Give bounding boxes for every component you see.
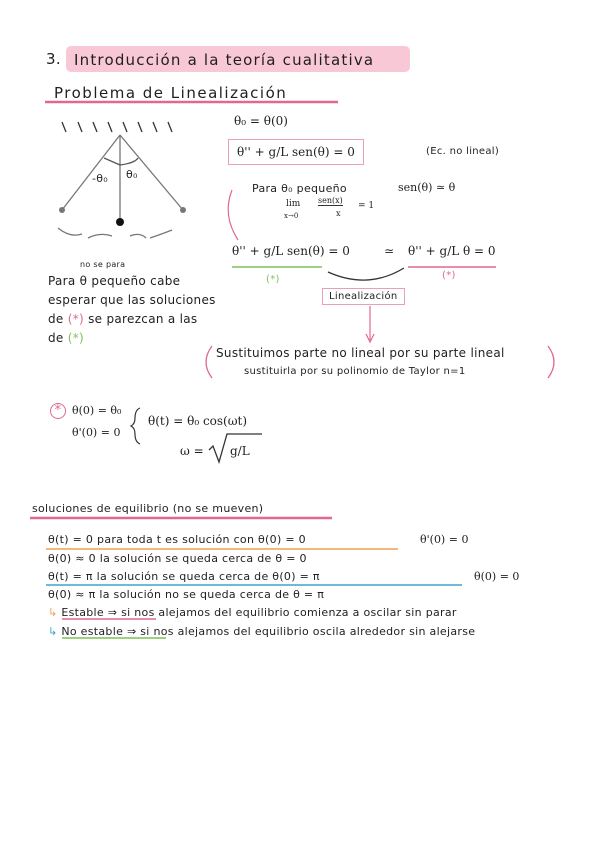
small-angle-note: Para θ₀ pequeño — [252, 182, 347, 195]
ic-brace — [131, 408, 140, 444]
omega-radicand: g/L — [230, 444, 250, 458]
equilibrium-heading: soluciones de equilibrio (no se mueven) — [32, 502, 264, 515]
note-line3 — [48, 312, 197, 326]
pendulum-caption: no se para — [80, 260, 126, 269]
note-line3-a: de — [48, 312, 64, 326]
angle-right-label: θ₀ — [126, 168, 138, 181]
ic-theta-prime: θ'(0) = 0 — [72, 426, 121, 439]
note-line3-b: se parezcan a las — [88, 312, 198, 326]
equilibrium-line2: θ(0) ≈ 0 la solución se queda cerca de θ = 0 — [48, 552, 307, 565]
note-line4 — [48, 331, 84, 345]
ic-theta: θ(0) = θ₀ — [72, 404, 122, 417]
angle-left-label: -θ₀ — [92, 172, 109, 185]
tag-star2: (*) — [442, 270, 456, 281]
unstable-arrow-icon: ↳ — [48, 625, 58, 638]
equilibrium-line1: θ(t) = 0 para toda t es solución con θ(0) = 0 — [48, 533, 306, 546]
tag-star: (*) — [266, 274, 280, 285]
sustituir-bracket-left — [206, 346, 212, 378]
unstable-label: No estable — [61, 625, 124, 638]
solution: θ(t) = θ₀ cos(ωt) — [148, 414, 248, 428]
arrow-to-linear — [228, 190, 238, 240]
section-number: 3. — [46, 50, 61, 68]
note-line1: Para θ pequeño cabe — [48, 274, 181, 288]
sustituir-line1: Sustituimos parte no lineal por su parte lineal — [216, 346, 505, 360]
limit-frac-den: x — [336, 209, 341, 218]
section-title: Introducción a la teoría cualitativa — [74, 51, 375, 69]
limit-frac-num: sen(x) — [318, 196, 343, 205]
equilibrium-line3-extra: θ(0) = 0 — [474, 570, 520, 583]
note-line3-star: (*) — [67, 312, 84, 326]
linearization-arrow — [328, 268, 404, 280]
limit-sub: x→0 — [284, 212, 299, 220]
note-line2: esperar que las soluciones — [48, 293, 216, 307]
equilibrium-line4: θ(0) ≈ π la solución no se queda cerca de θ = π — [48, 588, 325, 601]
theta0-definition: θ₀ = θ(0) — [234, 114, 288, 128]
equilibrium-line3: θ(t) = π la solución se queda cerca de θ(0) = π — [48, 570, 320, 583]
stable-label: Estable — [61, 606, 104, 619]
stable-text: ⇒ si nos alejamos del equilibrio comienza a oscilar sin parar — [107, 606, 457, 619]
equilibrium-line1-extra: θ'(0) = 0 — [420, 533, 469, 546]
note-line4-a: de — [48, 331, 64, 345]
sustituir-bracket-right — [548, 346, 554, 378]
sustituir-line2: sustituirla por su polinomio de Taylor n=1 — [244, 366, 466, 377]
section-subtitle: Problema de Linealización — [54, 84, 288, 102]
nonlinear-equation: θ'' + g/L sen(θ) = 0 — [228, 139, 364, 165]
unstable-row — [48, 625, 475, 638]
linearization-label: Linealización — [322, 288, 405, 305]
rhs-equation: θ'' + g/L θ = 0 — [408, 244, 496, 258]
note-line4-star: (*) — [67, 331, 84, 345]
unstable-text: ⇒ si nos alejamos del equilibrio oscila alrededor sin alejarse — [126, 625, 476, 638]
stable-arrow-icon: ↳ — [48, 606, 58, 619]
sin-approx: sen(θ) ≃ θ — [398, 181, 456, 194]
ic-star-mark: * — [50, 403, 66, 419]
omega-lhs: ω = — [180, 444, 204, 458]
limit-eq: = 1 — [358, 201, 375, 211]
nonlinear-tag: (Ec. no lineal) — [426, 146, 500, 157]
limit-lim: lim — [286, 199, 301, 209]
approx-symbol: ≃ — [384, 244, 395, 258]
stable-row — [48, 606, 457, 619]
lhs-equation: θ'' + g/L sen(θ) = 0 — [232, 244, 350, 258]
